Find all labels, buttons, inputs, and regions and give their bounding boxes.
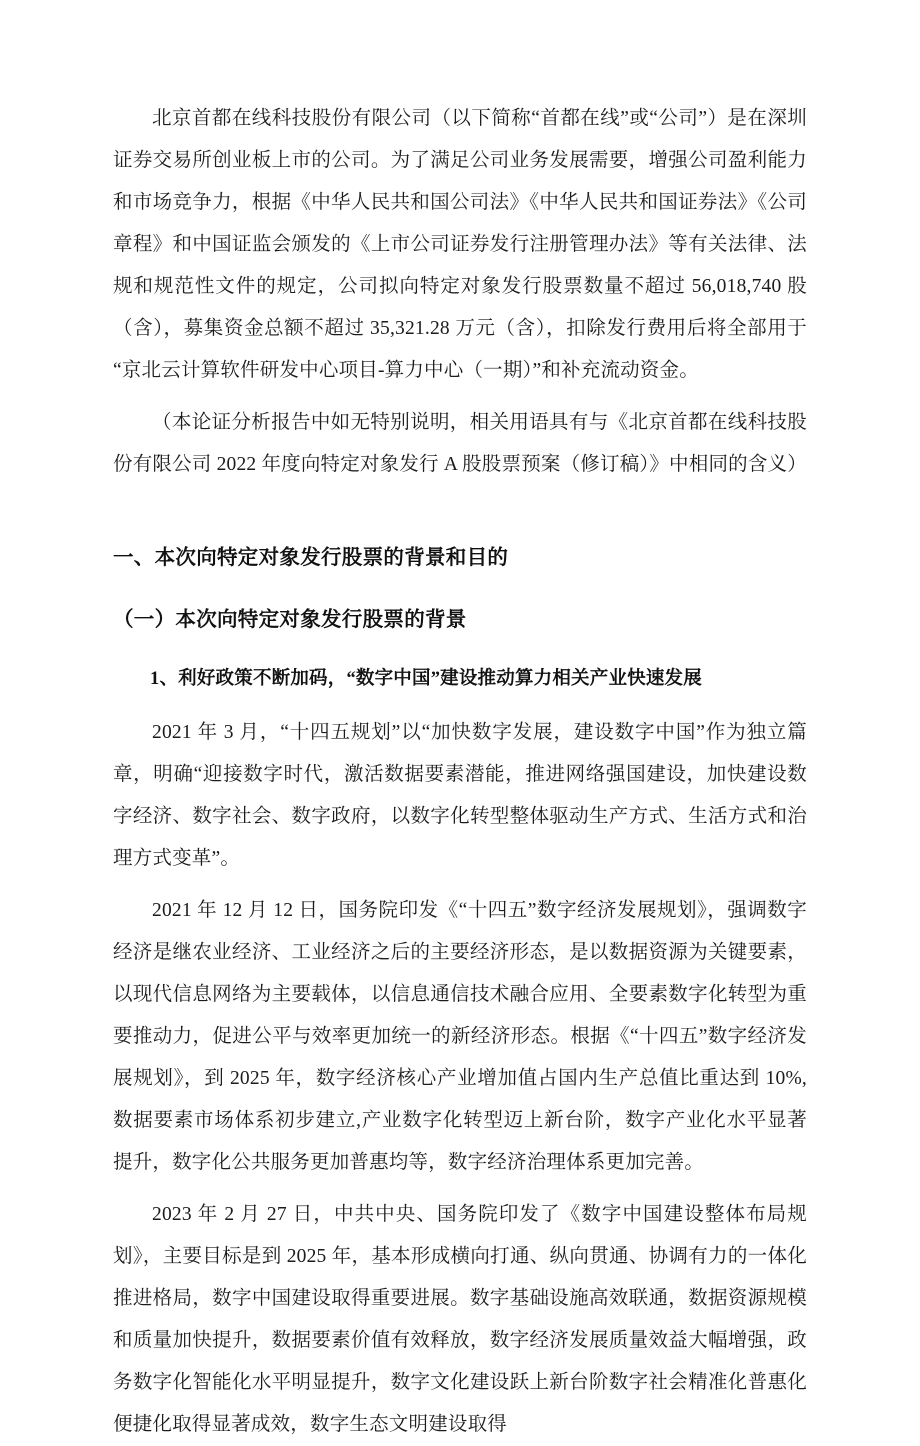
paragraph-policy-2023-02: 2023 年 2 月 27 日，中共中央、国务院印发了《数字中国建设整体布局规划》，主要目标是到 2025 年，基本形成横向打通、纵向贯通、协调有力的一体化推进格局，数字中国建设取得重要进展。数字基础设施高效联通，数据资源规模和质量加快提升，数据要素价值有效释放，数字经济发展质量效益大幅增强，政务数字化智能化水平明显提升，数字文化建设跃上新台阶数字社会精准化普惠化便捷化取得显著成效，数字生态文明建设取得 (113, 1204, 807, 1435)
paragraph-scope-note: （本论证分析报告中如无特别说明，相关用语具有与《北京首都在线科技股份有限公司 2022 年度向特定对象发行 A 股股票预案（修订稿）》中相同的含义） (113, 412, 807, 475)
heading-section-one: 一、本次向特定对象发行股票的背景和目的 (113, 546, 509, 569)
heading-item-one: 1、利好政策不断加码，“数字中国”建设推动算力相关产业快速发展 (150, 669, 702, 689)
paragraph-policy-2021-03: 2021 年 3 月，“十四五规划”以“加快数字发展，建设数字中国”作为独立篇章，明确“迎接数字时代，激活数据要素潜能，推进网络强国建设，加快建设数字经济、数字社会、数字政府，以数字化转型整体驱动生产方式、生活方式和治理方式变革”。 (113, 722, 807, 869)
paragraph-intro: 北京首都在线科技股份有限公司（以下简称“首都在线”或“公司”）是在深圳证券交易所创业板上市的公司。为了满足公司业务发展需要，增强公司盈利能力和市场竞争力，根据《中华人民共和国公司法》《中华人民共和国证券法》《公司章程》和中国证监会颁发的《上市公司证券发行注册管理办法》等有关法律、法规和规范性文件的规定，公司拟向特定对象发行股票数量不超过 56,018,740 股（含），募集资金总额不超过 35,321.28 万元（含），扣除发行费用后将全部用于“京北云计算软件研发中心项目-算力中心（一期）”和补充流动资金。 (113, 108, 807, 381)
document-body (113, 98, 807, 1446)
paragraph-policy-2021-12: 2021 年 12 月 12 日，国务院印发《“十四五”数字经济发展规划》，强调数字经济是继农业经济、工业经济之后的主要经济形态，是以数据资源为关键要素，以现代信息网络为主要载体，以信息通信技术融合应用、全要素数字化转型为重要推动力，促进公平与效率更加统一的新经济形态。根据《“十四五”数字经济发展规划》，到 2025 年，数字经济核心产业增加值占国内生产总值比重达到 10%,数据要素市场体系初步建立,产业数字化转型迈上新台阶，数字产业化水平显著提升，数字化公共服务更加普惠均等，数字经济治理体系更加完善。 (113, 900, 807, 1173)
heading-subsection-one: （一）本次向特定对象发行股票的背景 (113, 608, 467, 631)
